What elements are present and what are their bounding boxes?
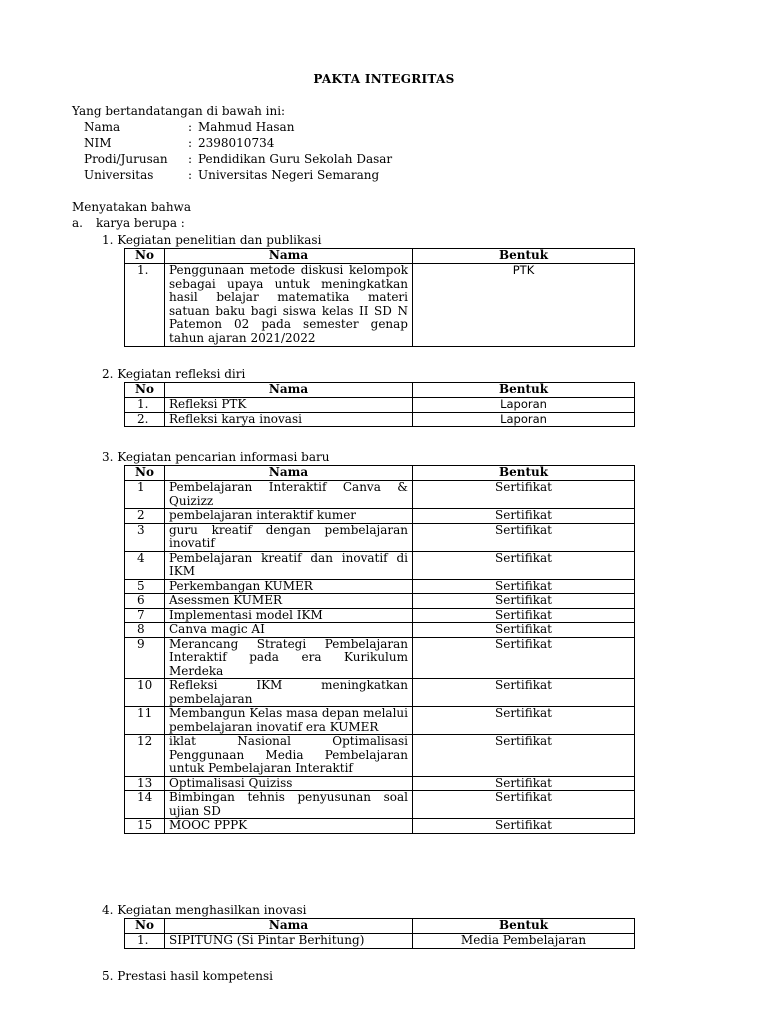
identity-value: Mahmud Hasan	[198, 120, 295, 134]
table-row	[125, 679, 635, 707]
identity-colon: :	[188, 168, 193, 182]
identity-label: NIM	[84, 136, 112, 150]
cell-nama: Pembelajaran Interaktif Canva & Quizizz	[165, 481, 413, 509]
cell-bentuk: Media Pembelajaran	[413, 934, 635, 949]
cell-bentuk: Sertifikat	[413, 637, 635, 679]
cell-no: 2	[125, 509, 165, 524]
cell-bentuk: Sertifikat	[413, 594, 635, 609]
cell-no: 12	[125, 735, 165, 777]
table-row	[125, 608, 635, 623]
cell-bentuk: Sertifikat	[413, 679, 635, 707]
cell-bentuk: PTK	[413, 264, 635, 347]
table-row	[125, 819, 635, 834]
identity-value: 2398010734	[198, 136, 275, 150]
cell-no: 1.	[125, 934, 165, 949]
cell-no: 1.	[125, 264, 165, 347]
section-heading-2: 2. Kegiatan refleksi diri	[102, 367, 246, 381]
table-header-row	[125, 919, 635, 934]
header-nama: Nama	[165, 919, 413, 934]
cell-bentuk: Sertifikat	[413, 523, 635, 551]
header-bentuk: Bentuk	[413, 466, 635, 481]
cell-no: 13	[125, 776, 165, 791]
cell-nama: Bimbingan tehnis penyusunan soal ujian SD	[165, 791, 413, 819]
cell-nama: Canva magic AI	[165, 623, 413, 638]
point-a-letter: a.	[72, 216, 83, 230]
table-row	[125, 579, 635, 594]
cell-nama: SIPITUNG (Si Pintar Berhitung)	[165, 934, 413, 949]
cell-no: 2.	[125, 412, 165, 427]
header-no: No	[125, 249, 165, 264]
header-nama: Nama	[165, 466, 413, 481]
cell-nama: Refleksi IKM meningkatkan pembelajaran	[165, 679, 413, 707]
cell-nama: Implementasi model IKM	[165, 608, 413, 623]
cell-bentuk: Sertifikat	[413, 707, 635, 735]
cell-nama: Asessmen KUMER	[165, 594, 413, 609]
document-title: PAKTA INTEGRITAS	[313, 72, 455, 86]
identity-colon: :	[188, 120, 193, 134]
identity-label: Universitas	[84, 168, 154, 182]
table-row	[125, 264, 635, 347]
table-row	[125, 523, 635, 551]
header-no: No	[125, 466, 165, 481]
header-bentuk: Bentuk	[413, 249, 635, 264]
section-heading-4: 4. Kegiatan menghasilkan inovasi	[102, 903, 307, 917]
cell-nama: Membangun Kelas masa depan melalui pembelajaran inovatif era KUMER	[165, 707, 413, 735]
cell-nama: Pembelajaran kreatif dan inovatif di IKM	[165, 551, 413, 579]
cell-no: 1.	[125, 398, 165, 413]
table-row	[125, 637, 635, 679]
header-bentuk: Bentuk	[413, 383, 635, 398]
table-penelitian	[124, 248, 635, 347]
header-nama: Nama	[165, 249, 413, 264]
table-row	[125, 594, 635, 609]
cell-no: 4	[125, 551, 165, 579]
header-nama: Nama	[165, 383, 413, 398]
table-informasi	[124, 465, 635, 834]
cell-nama: Optimalisasi Quiziss	[165, 776, 413, 791]
identity-colon: :	[188, 136, 193, 150]
table-row	[125, 412, 635, 427]
cell-no: 5	[125, 579, 165, 594]
table-row	[125, 398, 635, 413]
section-heading-5: 5. Prestasi hasil kompetensi	[102, 969, 273, 983]
table-row	[125, 934, 635, 949]
cell-no: 11	[125, 707, 165, 735]
section-heading-3: 3. Kegiatan pencarian informasi baru	[102, 450, 330, 464]
cell-no: 3	[125, 523, 165, 551]
identity-value: Pendidikan Guru Sekolah Dasar	[198, 152, 393, 166]
table-row	[125, 707, 635, 735]
cell-no: 6	[125, 594, 165, 609]
cell-no: 8	[125, 623, 165, 638]
table-inovasi	[124, 918, 635, 949]
cell-bentuk: Sertifikat	[413, 509, 635, 524]
cell-bentuk: Laporan	[413, 398, 635, 413]
cell-no: 14	[125, 791, 165, 819]
cell-bentuk: Sertifikat	[413, 776, 635, 791]
cell-bentuk: Sertifikat	[413, 551, 635, 579]
table-row	[125, 623, 635, 638]
identity-value: Universitas Negeri Semarang	[198, 168, 380, 182]
cell-nama: Merancang Strategi Pembelajaran Interaktif pada era Kurikulum Merdeka	[165, 637, 413, 679]
table-row	[125, 791, 635, 819]
cell-nama: Penggunaan metode diskusi kelompok sebagai upaya untuk meningkatkan hasil belajar matematika materi satuan baku bagi siswa kelas II SD N Patemon 02 pada semester genap tahun ajaran 2021/2022	[165, 264, 413, 347]
cell-bentuk: Sertifikat	[413, 819, 635, 834]
cell-no: 7	[125, 608, 165, 623]
table-refleksi	[124, 382, 635, 427]
identity-colon: :	[188, 152, 193, 166]
identity-label: Prodi/Jurusan	[84, 152, 168, 166]
table-header-row	[125, 383, 635, 398]
cell-bentuk: Laporan	[413, 412, 635, 427]
table-row	[125, 551, 635, 579]
cell-no: 1	[125, 481, 165, 509]
cell-bentuk: Sertifikat	[413, 735, 635, 777]
cell-bentuk: Sertifikat	[413, 623, 635, 638]
identity-label: Nama	[84, 120, 121, 134]
cell-nama: pembelajaran interaktif kumer	[165, 509, 413, 524]
cell-bentuk: Sertifikat	[413, 579, 635, 594]
header-bentuk: Bentuk	[413, 919, 635, 934]
header-no: No	[125, 383, 165, 398]
cell-no: 15	[125, 819, 165, 834]
cell-nama: MOOC PPPK	[165, 819, 413, 834]
cell-bentuk: Sertifikat	[413, 608, 635, 623]
cell-nama: iklat Nasional Optimalisasi Penggunaan Media Pembelajaran untuk Pembelajaran Interaktif	[165, 735, 413, 777]
section-heading-1: 1. Kegiatan penelitian dan publikasi	[102, 233, 322, 247]
table-row	[125, 735, 635, 777]
cell-no: 10	[125, 679, 165, 707]
table-header-row	[125, 466, 635, 481]
cell-nama: Perkembangan KUMER	[165, 579, 413, 594]
header-no: No	[125, 919, 165, 934]
table-row	[125, 481, 635, 509]
statement-text: Menyatakan bahwa	[72, 200, 191, 214]
table-row	[125, 509, 635, 524]
table-row	[125, 776, 635, 791]
table-header-row	[125, 249, 635, 264]
cell-nama: Refleksi karya inovasi	[165, 412, 413, 427]
cell-nama: Refleksi PTK	[165, 398, 413, 413]
cell-bentuk: Sertifikat	[413, 791, 635, 819]
intro-text: Yang bertandatangan di bawah ini:	[72, 104, 286, 118]
cell-no: 9	[125, 637, 165, 679]
cell-bentuk: Sertifikat	[413, 481, 635, 509]
point-a-text: karya berupa :	[96, 216, 185, 230]
cell-nama: guru kreatif dengan pembelajaran inovatif	[165, 523, 413, 551]
